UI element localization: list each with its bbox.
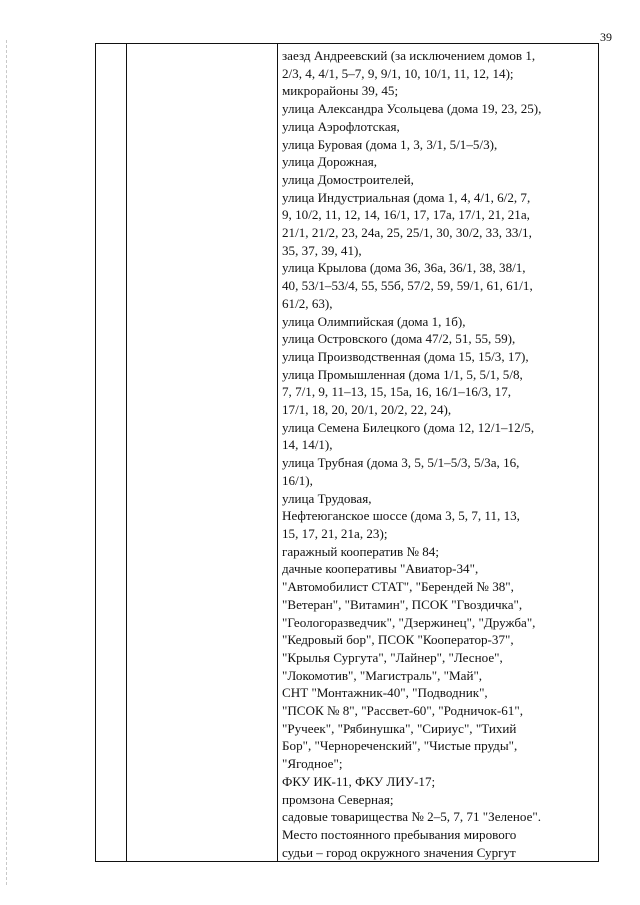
address-line: "Ручеек", "Рябинушка", "Сириус", "Тихий <box>282 720 517 736</box>
document-table <box>95 43 599 862</box>
address-line: "Автомобилист СТАТ", "Берендей № 38", <box>282 579 514 595</box>
address-line: улица Трудовая, <box>282 490 372 506</box>
address-line: "ПСОК № 8", "Рассвет-60", "Родничок-61", <box>282 703 523 719</box>
empty-cell-number <box>96 44 127 862</box>
address-line: Бор", "Чернореченский", "Чистые пруды", <box>282 738 518 754</box>
address-line: судьи – город окружного значения Сургут <box>282 844 516 860</box>
address-line: улица Семена Билецкого (дома 12, 12/1–12/5, <box>282 419 535 435</box>
address-line: "Локомотив", "Магистраль", "Май", <box>282 667 483 683</box>
address-line: промзона Северная; <box>282 791 394 807</box>
address-line: улица Олимпийская (дома 1, 1б), <box>282 313 466 329</box>
address-list <box>278 44 598 861</box>
address-line: улица Производственная (дома 15, 15/3, 17), <box>282 348 529 364</box>
address-line: "Кедровый бор", ПСОК "Кооператор-37", <box>282 632 514 648</box>
address-line: 2/3, 4, 4/1, 5–7, 9, 9/1, 10, 10/1, 11, 12, 14); <box>282 65 514 81</box>
address-line: 16/1), <box>282 472 313 488</box>
address-line: заезд Андреевский (за исключением домов 1, <box>282 48 536 63</box>
address-line: 17/1, 18, 20, 20/1, 20/2, 22, 24), <box>282 402 452 418</box>
address-line: садовые товарищества № 2–5, 7, 71 "Зеленое". <box>282 809 541 825</box>
page-number: 39 <box>600 30 612 44</box>
address-line: 21/1, 21/2, 23, 24а, 25, 25/1, 30, 30/2, 33, 33/1, <box>282 225 532 241</box>
address-line: улица Дорожная, <box>282 154 378 170</box>
table-row <box>96 44 599 862</box>
address-line: улица Островского (дома 47/2, 51, 55, 59), <box>282 331 516 347</box>
address-line: Нефтеюганское шоссе (дома 3, 5, 7, 11, 13, <box>282 508 520 524</box>
address-line: "Ветеран", "Витамин", ПСОК "Гвоздичка", <box>282 596 523 612</box>
address-line: гаражный кооператив № 84; <box>282 543 439 559</box>
address-line: "Крылья Сургута", "Лайнер", "Лесное", <box>282 649 503 665</box>
address-line: 40, 53/1–53/4, 55, 55б, 57/2, 59, 59/1, 61, 61/1, <box>282 278 533 294</box>
address-line: Место постоянного пребывания мирового <box>282 826 517 842</box>
page-edge-line <box>6 40 8 885</box>
address-line: улица Домостроителей, <box>282 171 414 187</box>
address-line: улица Аэрофлотская, <box>282 118 400 134</box>
address-line: 15, 17, 21, 21а, 23); <box>282 525 388 541</box>
address-line: улица Буровая (дома 1, 3, 3/1, 5/1–5/3), <box>282 136 498 152</box>
address-line: дачные кооперативы "Авиатор-34", <box>282 561 479 577</box>
address-line: улица Трубная (дома 3, 5, 5/1–5/3, 5/3а, 16, <box>282 455 520 471</box>
address-line: улица Александра Усольцева (дома 19, 23, 25), <box>282 101 542 117</box>
address-line: 7, 7/1, 9, 11–13, 15, 15а, 16, 16/1–16/3, 17, <box>282 384 512 400</box>
address-cell <box>278 44 599 862</box>
address-line: 9, 10/2, 11, 12, 14, 16/1, 17, 17а, 17/1, 21, 21а, <box>282 207 530 223</box>
address-line: 35, 37, 39, 41), <box>282 242 362 258</box>
address-line: 14, 14/1), <box>282 437 333 453</box>
empty-cell-district <box>127 44 278 862</box>
address-line: СНТ "Монтажник-40", "Подводник", <box>282 685 488 701</box>
address-line: ФКУ ИК-11, ФКУ ЛИУ-17; <box>282 773 436 789</box>
address-line: "Геологоразведчик", "Дзержинец", "Дружба", <box>282 614 536 630</box>
address-line: улица Крылова (дома 36, 36а, 36/1, 38, 38/1, <box>282 260 526 276</box>
address-line: "Ягодное"; <box>282 756 343 772</box>
address-line: 61/2, 63), <box>282 295 333 311</box>
address-line: улица Промышленная (дома 1/1, 5, 5/1, 5/8, <box>282 366 523 382</box>
address-line: микрорайоны 39, 45; <box>282 83 399 99</box>
address-line: улица Индустриальная (дома 1, 4, 4/1, 6/2, 7, <box>282 189 531 205</box>
